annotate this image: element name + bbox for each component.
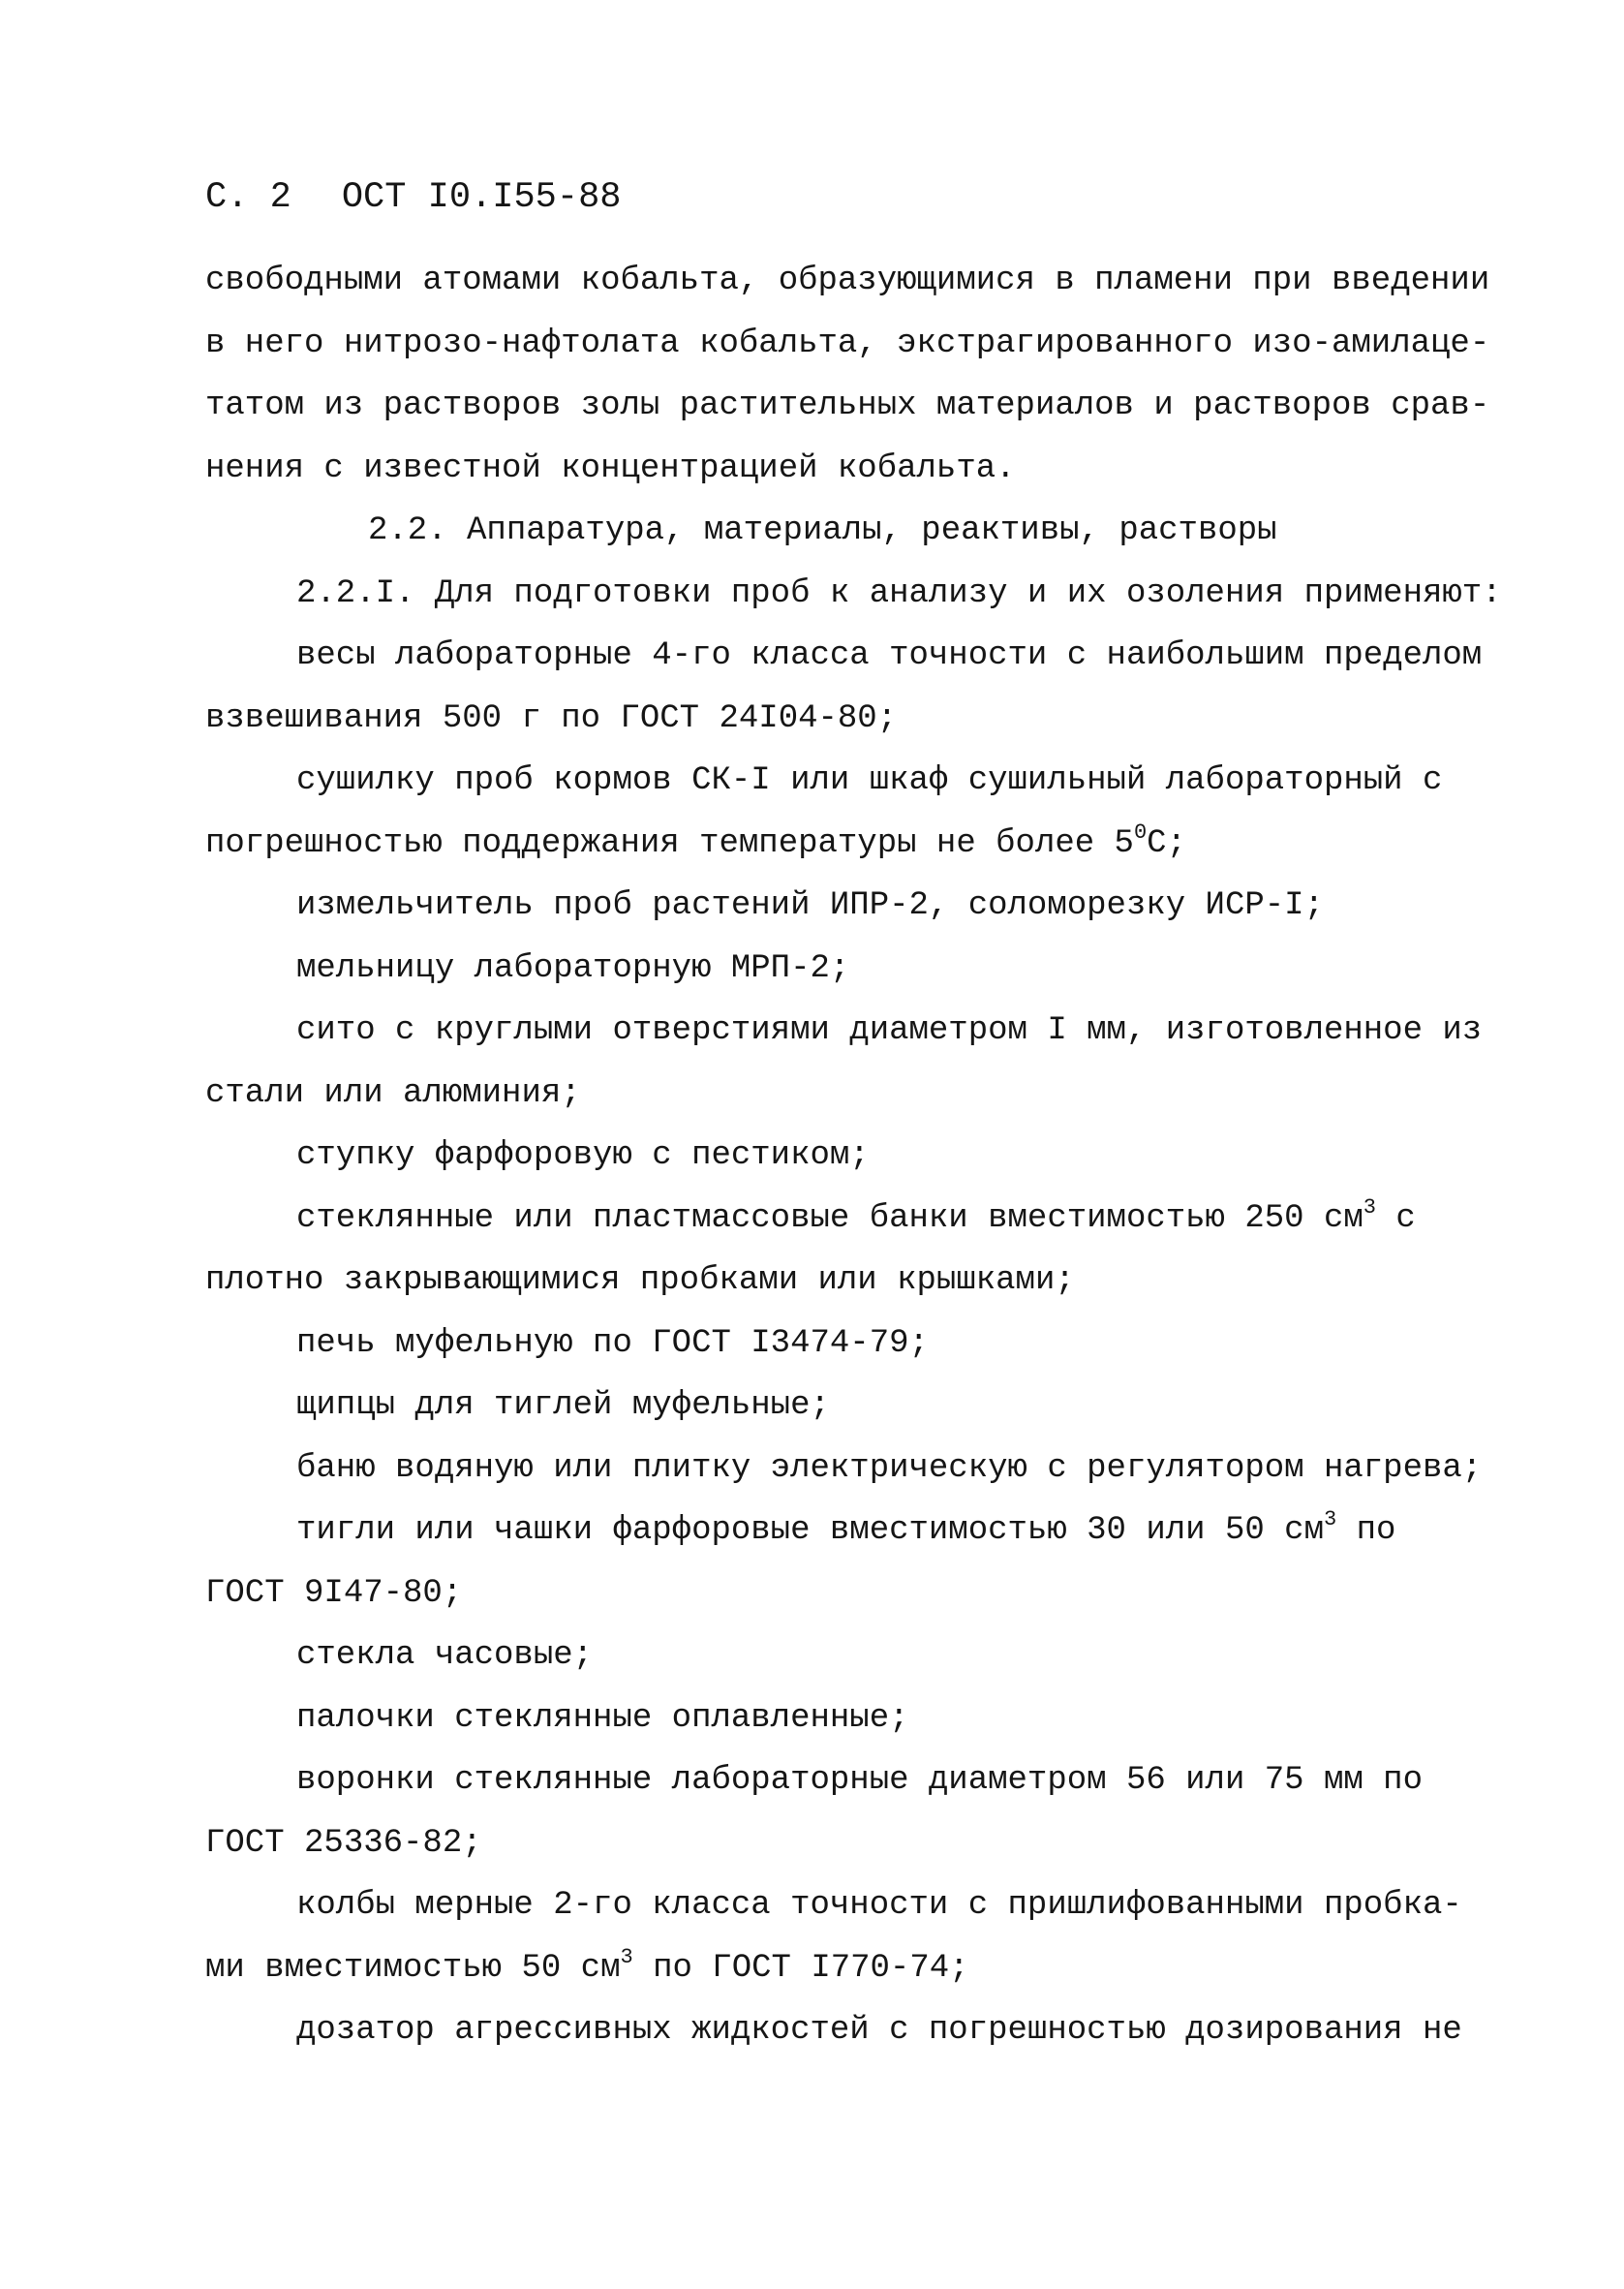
text-line: воронки стеклянные лабораторные диаметром 56 или 75 мм по [296,1762,1423,1799]
text-line: 2.2.I. Для подготовки проб к анализу и их озоления применяют: [296,574,1502,612]
text-line: плотно закрывающимися пробками или крышками; [205,1262,1075,1299]
text-line: весы лабораторные 4-го класса точности с наибольшим пределом [296,637,1483,674]
text-line: щипцы для тиглей муфельные; [296,1387,830,1424]
text-line: ми вместимостью 50 $см^3$ по ГОСТ I770-74; [205,1944,969,1987]
text-line: нения с известной концентрацией кобальта. [205,449,1016,487]
text-line: взвешивания 500 г по ГОСТ 24I04-80; [205,699,898,737]
text-line: в него нитрозо-нафтолата кобальта, экстрагированного изо-амилаце- [205,325,1490,362]
text-line: колбы мерные 2-го класса точности с пришлифованными пробка- [296,1887,1462,1924]
superscript: 0 [1133,820,1148,845]
text-line: стеклянные или пластмассовые банки вместимостью 250 $см^3$ с [296,1194,1416,1237]
text-line: погрешностью поддержания температуры не более $5^0С$; [205,820,1186,862]
text-line: измельчитель проб растений ИПР-2, соломорезку ИСР-I; [296,887,1324,924]
page-header [205,174,621,221]
superscript: 3 [1363,1194,1376,1220]
text-line: стали или алюминия; [205,1074,581,1112]
section-title: 2.2. Аппаратура, материалы, реактивы, растворы [368,512,1277,549]
document-code: ОСТ I0.I55-88 [341,177,622,218]
text-line: татом из растворов золы растительных материалов и растворов срав- [205,387,1490,424]
text-line: сито с круглыми отверстиями диаметром I мм, изготовленное из [296,1012,1483,1049]
page-number: С. 2 [205,177,291,218]
body-text [205,250,1502,2062]
text-line: тигли или чашки фарфоровые вместимостью 30 или 50 $см^3$ по [296,1507,1396,1549]
text-line: ГОСТ 9I47-80; [205,1574,463,1612]
text-line: свободными атомами кобальта, образующимися в пламени при введении [205,263,1490,299]
text-line: ГОСТ 25336-82; [205,1824,482,1862]
superscript: 3 [620,1944,633,1969]
text-line: дозатор агрессивных жидкостей с погрешностью дозирования не [296,2012,1462,2049]
text-line: печь муфельную по ГОСТ I3474-79; [296,1324,929,1362]
text-line: баню водяную или плитку электрическую с регулятором нагрева; [296,1449,1483,1487]
text-line: сушилку проб кормов СК-I или шкаф сушильный лабораторный с [296,762,1443,799]
text-line: мельницу лабораторную МРП-2; [296,949,850,987]
text-line: ступку фарфоровую с пестиком; [296,1137,870,1174]
text-line: стекла часовые; [296,1637,594,1674]
text-line: палочки стеклянные оплавленные; [296,1699,909,1737]
superscript: 3 [1323,1507,1337,1531]
